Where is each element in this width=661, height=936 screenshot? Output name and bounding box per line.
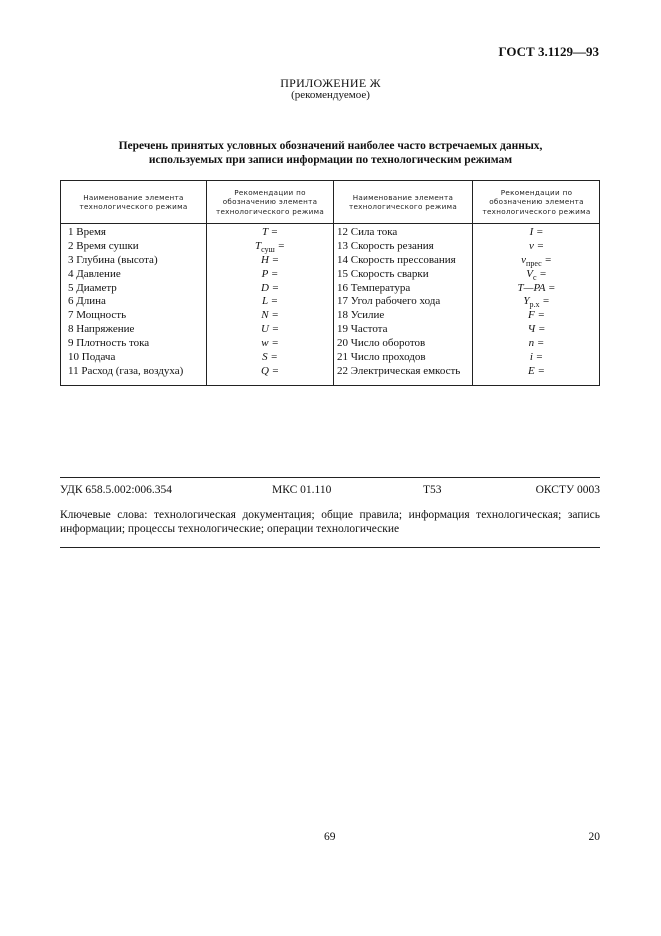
table-header-divider [61,223,599,224]
okstu-code: ОКСТУ 0003 [535,484,600,496]
column-header: Рекомендации по обозначению элемента технологического режима [215,187,325,216]
table-cell-name: 15 Скорость сварки [337,267,429,280]
table-cell-symbol: L = [261,295,279,308]
t-code: Т53 [423,484,442,496]
table-cell-symbol: N = [261,309,279,322]
table-cell-symbol: v = [528,239,545,252]
table-cell-symbol: $T_{суш}$ = [255,239,285,255]
table-cell-symbol: H = [260,253,280,266]
table-cell-symbol: n = [528,337,545,350]
table-cell-name: 2 Время сушки [68,239,139,252]
mks-code: МКС 01.110 [272,484,332,496]
table-cell-symbol: $V_с$ = [526,267,547,282]
right-symbols-column [473,226,600,379]
table-cell-name: 6 Длина [68,295,106,308]
table-cell-name: 4 Давление [68,267,121,280]
table-cell-name: 8 Напряжение [68,323,135,336]
table-cell-name: 10 Подача [68,351,116,364]
table-cell-name: 20 Число оборотов [337,337,426,350]
table-heading-line-1: Перечень принятых условных обозначений наиболее часто встречаемых данных, [118,140,543,152]
table-cell-symbol: w = [261,337,279,350]
table-cell-symbol: i = [529,351,544,364]
table-cell-symbol: E = [528,364,545,377]
page-number-center: 69 [324,831,336,843]
table-cell-symbol: P = [261,267,279,280]
table-cell-symbol: $Y_{р.х}$ = [523,295,550,310]
table-cell-symbol: U = [260,323,280,336]
table-cell-name: 5 Диаметр [68,281,117,294]
table-cell-name: 19 Частота [337,323,388,336]
footer-rule-bottom [60,547,600,548]
table-cell-symbol: T—PA = [517,281,556,294]
udk-code: УДК 658.5.002:006.354 [60,484,172,496]
table-cell-symbol: T = [261,226,279,238]
table-heading-line-2: используемых при записи информации по технологическим режимам [148,154,513,166]
appendix-title: ПРИЛОЖЕНИЕ Ж [280,76,381,90]
table-cell-name: 16 Температура [337,281,411,294]
table-cell-name: 3 Глубина (высота) [68,253,158,266]
table-cell-name: 14 Скорость прессования [337,253,456,266]
table-cell-name: 17 Угол рабочего хода [337,295,441,308]
column-header: Рекомендации по обозначению элемента технологического режима [482,187,591,216]
table-cell-symbol: I = [529,226,544,238]
table-cell-symbol: $v_{прес}$ = [521,253,552,268]
column-header: Наименование элемента технологического режима [79,192,188,211]
table-cell-name: 22 Электрическая емкость [337,364,461,377]
table-cell-symbol: D = [260,281,280,294]
table-cell-name: 1 Время [68,226,106,238]
page-number-right: 20 [588,831,600,843]
table-cell-symbol: Ч = [527,323,546,336]
table-cell-symbol: F = [528,309,545,322]
table-cell-name: 21 Число проходов [337,351,426,364]
table-cell-symbol: S = [262,351,278,364]
table-cell-name: 9 Плотность тока [68,337,150,350]
keywords-text: Ключевые слова: технологическая документация; общие правила; информация технологическая; запись информации; процессы технологические; операции технологические [60,509,600,535]
footer-rule-top [60,477,600,478]
table-cell-name: 13 Скорость резания [337,239,434,252]
standard-number: ГОСТ 3.1129—93 [498,44,599,59]
table-cell-name: 12 Сила тока [337,226,398,238]
left-symbols-column [207,226,333,379]
table-cell-symbol: Q = [260,364,280,377]
table-cell-name: 11 Расход (газа, воздуха) [68,364,184,377]
table-heading [60,139,601,167]
symbols-table [60,180,600,386]
appendix-subtitle: (рекомендуемое) [291,89,370,101]
column-header: Наименование элемента технологического режима [348,192,458,211]
right-names-column [337,226,460,379]
table-cell-name: 18 Усилие [337,309,385,322]
left-names-column [68,226,183,379]
table-cell-name: 7 Мощность [68,309,127,322]
